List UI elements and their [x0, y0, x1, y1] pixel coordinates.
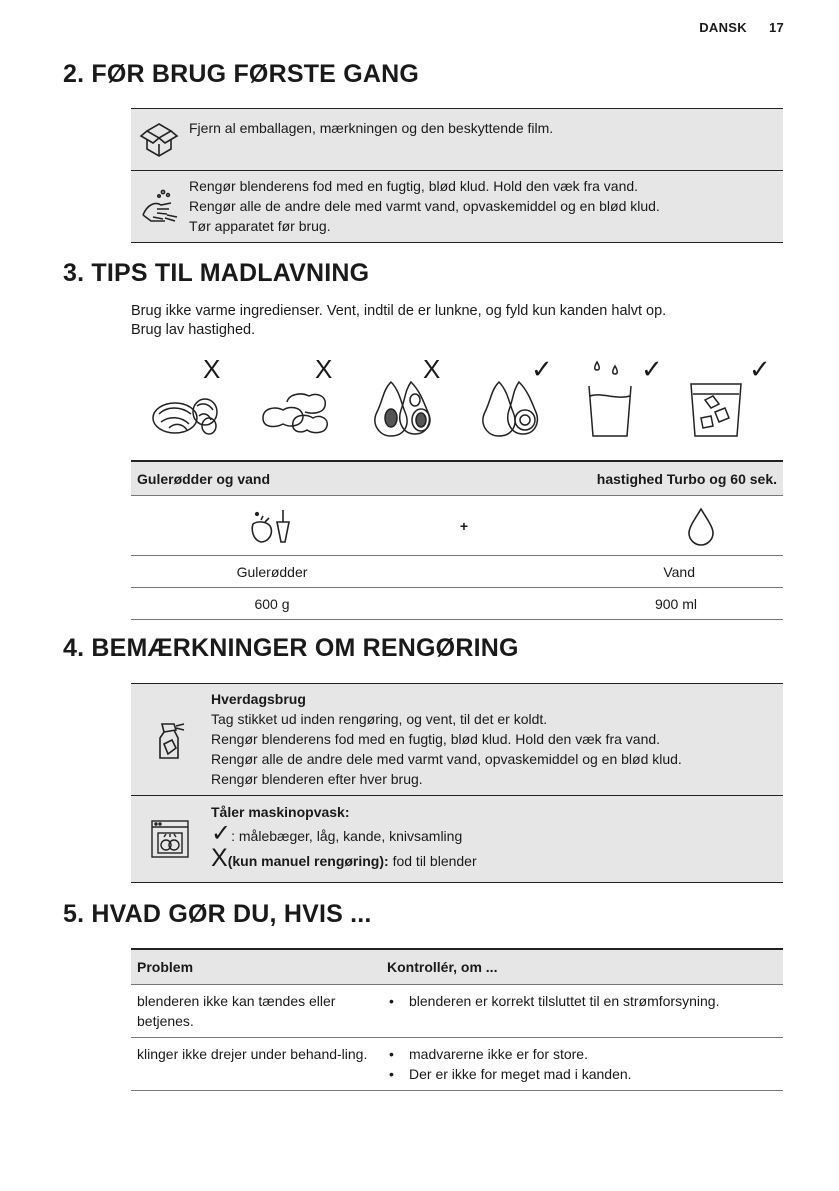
unpack-row [131, 108, 783, 170]
water-amount: 900 ml [515, 588, 783, 620]
section-2-title: 2. FØR BRUG FØRSTE GANG [63, 60, 420, 88]
recipe-table [131, 460, 783, 620]
section-3-title: 3. TIPS TIL MADLAVNING [63, 259, 370, 287]
section-5-title: 5. HVAD GØR DU, HVIS ... [63, 900, 372, 928]
daily-row [131, 683, 783, 795]
cross-mark-icon: X [315, 354, 333, 384]
recipe-name-row [131, 556, 783, 588]
section-3-intro [131, 302, 783, 340]
check-item: • madvarerne ikke er for store. [387, 1044, 777, 1064]
dishwasher-ok-icon: ✓ [211, 820, 232, 847]
washing-hands-icon [131, 171, 187, 242]
check-mark-icon: ✓ [749, 354, 771, 384]
col-check: Kontrollér, om ... [381, 949, 783, 985]
daily-line-3: Rengør alle de andre dele med varmt vand, opvaskemiddel og en blød klud. [211, 751, 682, 767]
dishwasher-no-text: fod til blender [388, 853, 477, 869]
food-walnuts [147, 356, 227, 442]
section-4-table [131, 683, 783, 883]
table-row [131, 1038, 783, 1091]
check-item: • blenderen er korrekt tilsluttet til en strømforsyning. [387, 991, 777, 1011]
check-item: • Der er ikke for meget mad i kanden. [387, 1064, 777, 1084]
recipe-water-cell [515, 496, 783, 556]
water-drop-icon [681, 505, 721, 547]
recipe-title: Gulerødder og vand [131, 461, 515, 496]
recipe-plus: + [413, 496, 515, 556]
col-problem: Problem [131, 949, 381, 985]
table-row [131, 985, 783, 1038]
food-beans [253, 356, 343, 442]
food-pear [475, 356, 575, 442]
cross-mark-icon: X [203, 354, 221, 384]
intro-line-1: Brug ikke varme ingredienser. Vent, indtil de er lunkne, og fyld kun kanden halvt op. [131, 303, 667, 319]
dishwasher-heading: Tåler maskinopvask: [211, 804, 350, 820]
food-avocado [367, 356, 457, 442]
spray-bottle-icon [131, 684, 209, 795]
carrot-name: Gulerødder [131, 556, 413, 588]
dishwasher-no-bold: (kun manuel rengøring): [227, 853, 389, 869]
daily-line-2: Rengør blenderens fod med en fugtig, blød klud. Hold den væk fra vand. [211, 731, 661, 747]
dishwasher-no-icon: X [211, 844, 228, 872]
clean-line-3: Tør apparatet før brug. [189, 218, 331, 234]
intro-line-2: Brug lav hastighed. [131, 322, 256, 338]
dishwasher-row [131, 795, 783, 883]
daily-heading: Hverdagsbrug [211, 691, 306, 707]
problem-cell: klinger ikke drejer under behand-ling. [131, 1038, 381, 1091]
food-examples [131, 356, 783, 442]
unpack-text: Fjern al emballagen, mærkningen og den beskyttende film. [189, 120, 554, 136]
check-mark-icon: ✓ [531, 354, 553, 384]
water-name: Vand [515, 556, 783, 588]
daily-line-4: Rengør blenderen efter hver brug. [211, 771, 423, 787]
section-4-title: 4. BEMÆRKNINGER OM RENGØRING [63, 634, 519, 662]
recipe-header-row [131, 461, 783, 496]
troubleshooting-table [131, 948, 783, 1091]
header-language: DANSK [699, 20, 747, 35]
cross-mark-icon: X [423, 354, 441, 384]
page-number: 17 [768, 20, 784, 35]
troubleshooting-header [131, 949, 783, 985]
problem-cell: blenderen ikke kan tændes eller betjenes. [131, 985, 381, 1038]
recipe-amount-row [131, 588, 783, 620]
carrot-icon [247, 506, 297, 546]
recipe-carrot-cell [131, 496, 413, 556]
clean-line-2: Rengør alle de andre dele med varmt vand, opvaskemiddel og en blød klud. [189, 198, 660, 214]
carrot-amount: 600 g [131, 588, 413, 620]
clean-row [131, 170, 783, 243]
recipe-icon-row [131, 496, 783, 556]
section-2-table [131, 108, 783, 243]
dishwasher-ok-text: : målebæger, låg, kande, knivsamling [231, 828, 463, 844]
clean-line-1: Rengør blenderens fod med en fugtig, blød klud. Hold den væk fra vand. [189, 178, 639, 194]
daily-line-1: Tag stikket ud inden rengøring, og vent, til det er koldt. [211, 711, 548, 727]
food-ice [681, 356, 781, 442]
food-water [577, 356, 667, 442]
recipe-speed: hastighed Turbo og 60 sek. [515, 461, 783, 496]
page-header [699, 20, 784, 35]
dishwasher-icon [131, 796, 209, 882]
check-mark-icon: ✓ [641, 354, 663, 384]
box-icon [131, 109, 187, 170]
